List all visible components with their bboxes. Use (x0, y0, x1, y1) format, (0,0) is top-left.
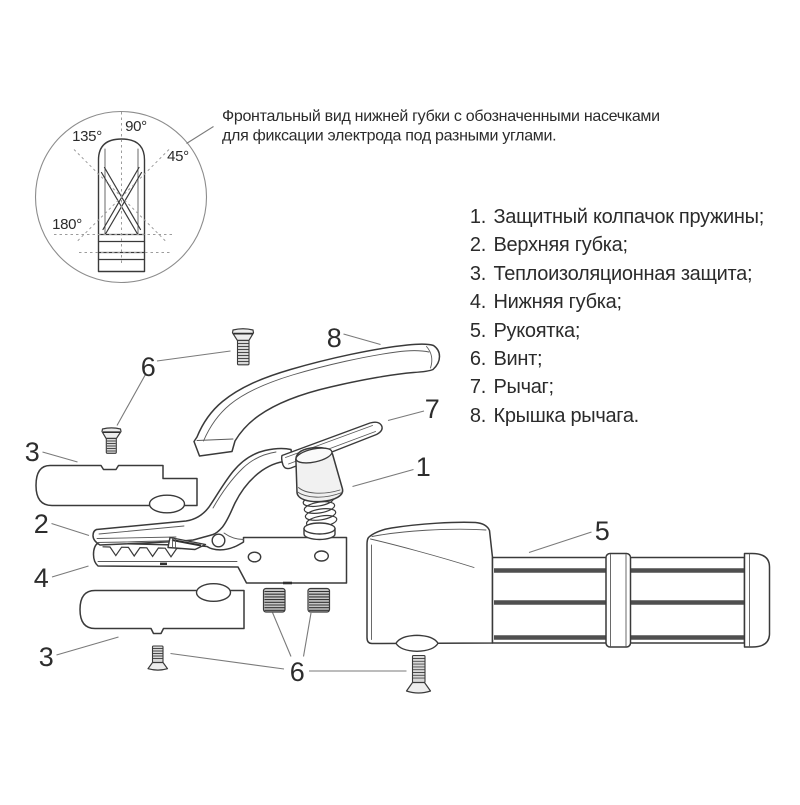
callout-spring-cap: 1 (415, 452, 431, 482)
boot-bottom-lens (396, 635, 438, 651)
parts-legend (470, 206, 764, 427)
spring-cap-drawing (295, 445, 343, 501)
callout-screws-top: 6 (140, 352, 156, 382)
handle-drawing (367, 522, 770, 651)
callout-shield-bottom: 3 (38, 642, 54, 672)
screw-top (233, 329, 254, 365)
caption-pointer-line (187, 127, 214, 144)
bracket-hole-right (315, 551, 329, 561)
legend-num: 4. (469, 291, 486, 313)
pivot-rivet (212, 534, 225, 547)
legend-label: Рукоятка; (493, 320, 581, 342)
angle-label-90: 90° (125, 118, 147, 135)
screw-bottom-left (148, 646, 168, 670)
legend-label: Крышка рычага. (493, 405, 639, 427)
legend-num: 7. (469, 376, 486, 398)
set-screw-right (308, 589, 330, 613)
set-screw-left (264, 589, 286, 613)
heat-shield-top-drawing (36, 466, 197, 513)
legend-label: Винт; (493, 348, 543, 370)
grip-end-cap (745, 554, 770, 648)
caption-line-2: для фиксации электрода под разными углами. (222, 127, 557, 145)
grip-divider-band (606, 554, 631, 648)
callout-lever: 7 (424, 394, 440, 424)
legend-num: 1. (469, 206, 486, 228)
legend-num: 2. (469, 234, 486, 256)
angle-label-180: 180° (52, 216, 82, 233)
callout-handle: 5 (594, 516, 610, 546)
caption (222, 108, 660, 145)
shield-bottom-oval (197, 584, 231, 602)
legend-label: Верхняя губка; (493, 234, 628, 256)
caption-line-1: Фронтальный вид нижней губки с обозначенными насечками (222, 108, 660, 125)
handle-boot (367, 522, 493, 643)
callout-lever-cap: 8 (326, 323, 342, 353)
angle-label-45: 45° (167, 148, 189, 165)
bracket-hole-left (248, 552, 260, 562)
shield-top-oval (150, 495, 185, 513)
screw-bottom-right (407, 656, 431, 694)
angle-label-135: 135° (72, 128, 102, 145)
legend-num: 8. (469, 405, 486, 427)
detail-circle-view (36, 112, 214, 283)
callout-shield-top: 3 (24, 437, 40, 467)
legend-label: Нижняя губка; (493, 291, 622, 313)
legend-label: Защитный колпачок пружины; (493, 206, 765, 228)
screw-upper-left (102, 428, 121, 453)
legend-num: 5. (469, 320, 486, 342)
legend-label: Рычаг; (493, 376, 554, 398)
callout-upper-jaw: 2 (33, 509, 49, 539)
legend-num: 3. (469, 263, 486, 285)
lever-cap-drawing (194, 344, 440, 456)
legend-label: Теплоизоляционная защита; (493, 263, 753, 285)
callout-screws-bottom: 6 (289, 657, 305, 687)
legend-num: 6. (469, 348, 486, 370)
heat-shield-bottom-drawing (80, 584, 244, 634)
callout-lower-jaw: 4 (33, 563, 49, 593)
